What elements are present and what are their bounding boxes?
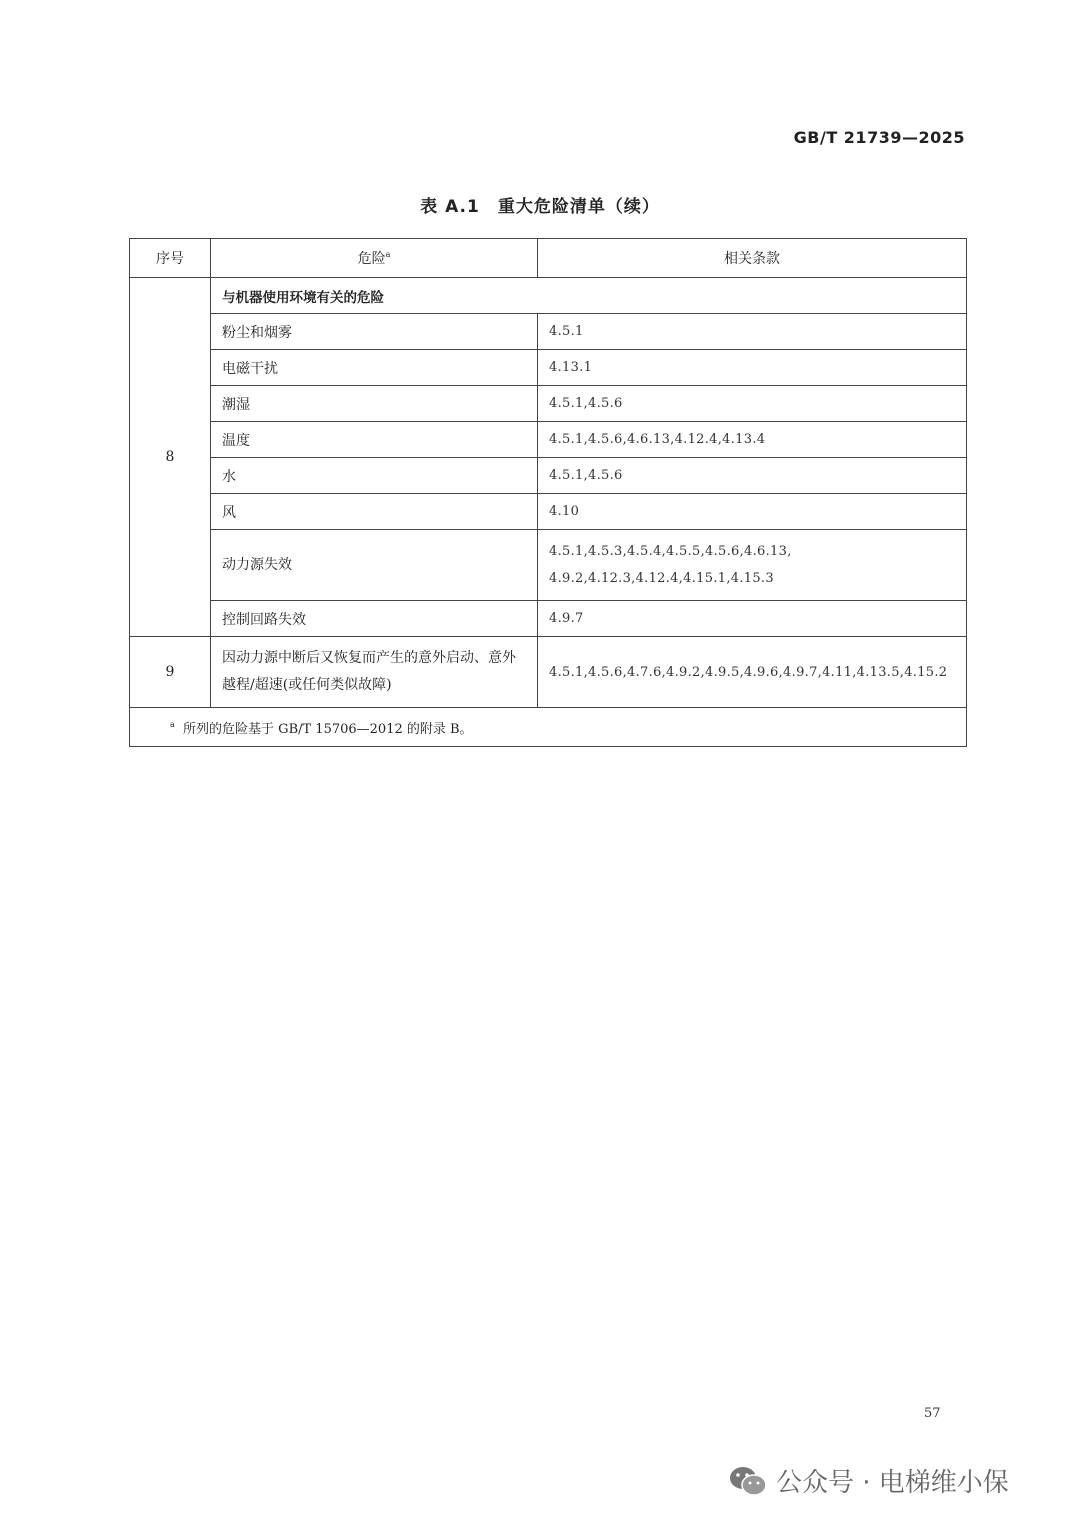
standard-code: GB/T 21739—2025 — [793, 128, 965, 147]
clause-cell: 4.9.7 — [538, 601, 967, 637]
clause-cell: 4.5.1,4.5.6,4.7.6,4.9.2,4.9.5,4.9.6,4.9.7,4.11,4.13.5,4.15.2 — [538, 637, 967, 708]
table-row — [130, 530, 967, 601]
table-row — [130, 350, 967, 386]
watermark-footer — [728, 1462, 1009, 1499]
clause-cell: 4.5.1 — [538, 314, 967, 350]
hazard-table — [129, 238, 967, 747]
col-header-hazard: 危险$^a$ — [211, 239, 538, 278]
wechat-icon — [728, 1465, 768, 1497]
row-number: 8 — [130, 278, 211, 637]
hazard-cell: 粉尘和烟雾 — [211, 314, 538, 350]
footnote-mark: a — [385, 250, 391, 259]
table-row — [130, 314, 967, 350]
col-header-no: 序号 — [130, 239, 211, 278]
page-number: 57 — [924, 1406, 941, 1421]
clause-cell: 4.5.1,4.5.6,4.6.13,4.12.4,4.13.4 — [538, 422, 967, 458]
account-name: 公众号 · 电梯维小保 — [776, 1468, 1009, 1498]
hazard-cell: 潮湿 — [211, 386, 538, 422]
group-heading: 与机器使用环境有关的危险 — [211, 278, 967, 314]
table-title: 表 A.1 重大危险清单（续） — [420, 197, 660, 217]
hazard-cell: 风 — [211, 494, 538, 530]
clause-cell: 4.5.1,4.5.6 — [538, 386, 967, 422]
footnote-row — [130, 708, 967, 747]
table-row — [130, 458, 967, 494]
clause-cell: 4.5.1,4.5.6 — [538, 458, 967, 494]
table-header-row — [130, 239, 967, 278]
hazard-cell: 控制回路失效 — [211, 601, 538, 637]
hazard-cell: 温度 — [211, 422, 538, 458]
clause-cell: 4.10 — [538, 494, 967, 530]
table-row — [130, 278, 967, 314]
hazard-cell: 电磁干扰 — [211, 350, 538, 386]
table-row — [130, 637, 967, 708]
table-row — [130, 494, 967, 530]
table-row — [130, 386, 967, 422]
hazard-cell: 水 — [211, 458, 538, 494]
clause-cell: 4.5.1,4.5.3,4.5.4,4.5.5,4.5.6,4.6.13, 4.9.2,4.12.3,4.12.4,4.15.1,4.15.3 — [538, 530, 967, 601]
clause-cell: 4.13.1 — [538, 350, 967, 386]
col-header-clauses: 相关条款 — [538, 239, 967, 278]
hazard-cell: 因动力源中断后又恢复而产生的意外启动、意外越程/超速(或任何类似故障) — [211, 637, 538, 708]
row-number: 9 — [130, 637, 211, 708]
footnote-mark: a — [170, 719, 175, 729]
table-row — [130, 422, 967, 458]
hazard-cell: 动力源失效 — [211, 530, 538, 601]
table-footnote: $^a$ 所列的危险基于 GB/T 15706—2012 的附录 B。 — [130, 708, 967, 747]
table-row — [130, 601, 967, 637]
